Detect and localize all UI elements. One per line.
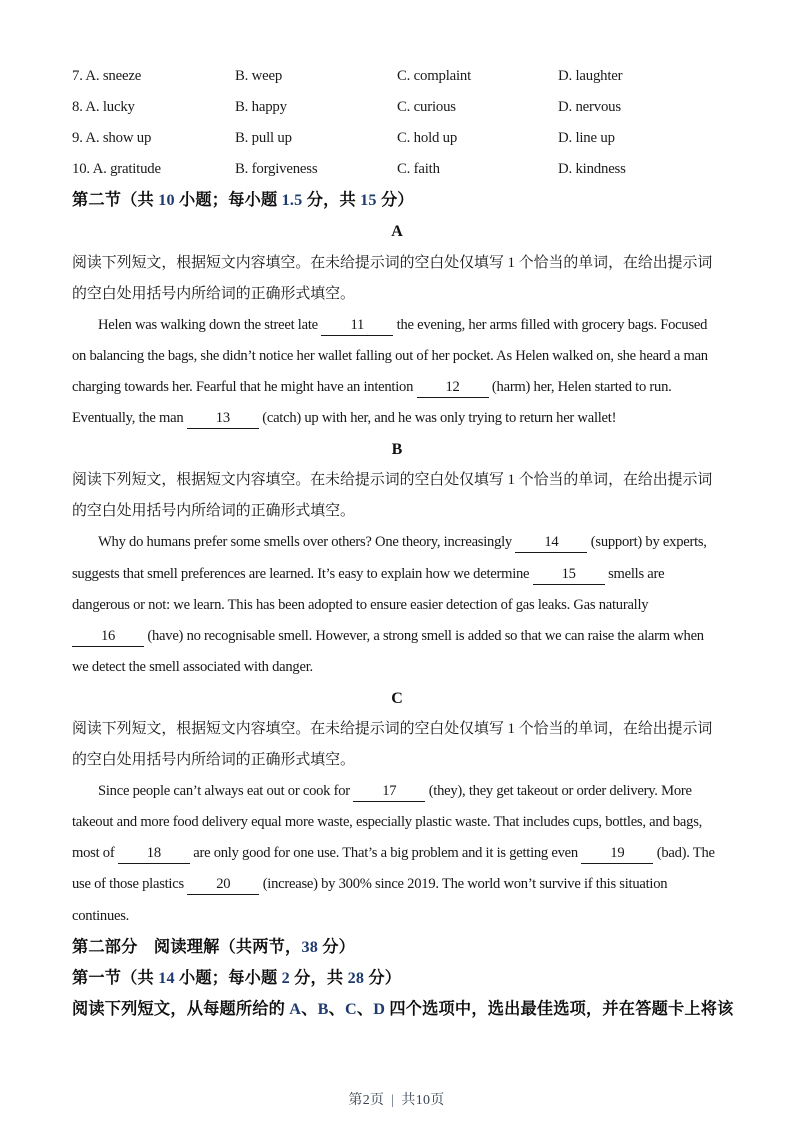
footer-separator: |: [391, 1093, 395, 1108]
fill-blank-12: 12: [417, 378, 489, 398]
options-row-7: [72, 61, 722, 92]
section-2-header: 第二节（共 10 小题；每小题 1.5 分，共 15 分）: [72, 191, 414, 210]
footer-total-pages: 共10页: [401, 1093, 445, 1108]
passage-label-c: C: [391, 689, 403, 707]
page-footer: [0, 1089, 793, 1109]
option-cell: D. laughter: [558, 68, 623, 84]
fill-blank-18: 18: [118, 844, 190, 864]
fill-blank-20: 20: [187, 875, 259, 895]
option-cell: 7. A. sneeze: [72, 68, 142, 84]
passage-text-c: Since people can’t always eat out or cook for 17 (they), they get takeout or order delivery. More takeout and more food delivery equal more waste, especially plastic waste. That includes cups, bottles, and bags, most of 18 are only good for one use. That’s a big problem and it is getting even 19 (bad). The use of those plastics 20 (increase) by 300% since 2019. The world won’t survive if this situation continues.: [72, 783, 715, 924]
options-row-8: [72, 92, 722, 123]
option-cell: B. forgiveness: [235, 161, 318, 178]
fill-blank-17: 17: [353, 782, 425, 802]
option-cell: 10. A. gratitude: [72, 161, 161, 178]
option-cell: B. weep: [235, 68, 283, 84]
passage-label-a: A: [391, 223, 403, 241]
fill-blank-13: 13: [187, 409, 259, 429]
passage-label-b: B: [391, 441, 403, 459]
reading-instruction: 阅读下列短文，从每题所给的 A、B、C、D 四个选项中，选出最佳选项，并在答题卡上将该: [72, 999, 734, 1018]
option-cell: B. happy: [235, 99, 287, 116]
option-cell: C. hold up: [397, 130, 458, 147]
options-row-9: [72, 123, 722, 154]
fill-blank-15: 15: [533, 565, 605, 585]
fill-instruction-c: 阅读下列短文，根据短文内容填空。在未给提示词的空白处仅填写 1 个恰当的单词，在给出提示词的空白处用括号内所给词的正确形式填空。: [72, 720, 713, 769]
option-cell: B. pull up: [235, 130, 292, 147]
fill-blank-16: 16: [72, 627, 144, 647]
option-cell: D. line up: [558, 130, 615, 147]
option-cell: C. faith: [397, 161, 440, 178]
fill-blank-11: 11: [321, 316, 393, 336]
option-cell: 8. A. lucky: [72, 99, 135, 116]
fill-blank-19: 19: [581, 844, 653, 864]
fill-instruction-b: 阅读下列短文，根据短文内容填空。在未给提示词的空白处仅填写 1 个恰当的单词，在给出提示词的空白处用括号内所给词的正确形式填空。: [72, 472, 713, 520]
option-cell: D. nervous: [558, 99, 621, 116]
fill-blank-14: 14: [515, 533, 587, 553]
option-cell: C. complaint: [397, 68, 472, 84]
footer-page-number: 第2页: [348, 1093, 385, 1108]
passage-text-b: Why do humans prefer some smells over others? One theory, increasingly 14 (support) by experts, suggests that smell preferences are learned. It’s easy to explain how we determine 15 smells are dangerous or not: we learn. This has been adopted to ensure easier detection of gas leaks. Gas naturally 16 (have) no recognisable smell. However, a strong smell is added so that we can raise the alarm when we detect the smell associated with danger.: [72, 534, 707, 675]
options-row-10: [72, 154, 722, 185]
page-content: [72, 61, 734, 1025]
part2-section-1-header: 第一节（共 14 小题；每小题 2 分，共 28 分）: [72, 968, 402, 987]
part-2-header: 第二部分 阅读理解（共两节，38 分）: [72, 937, 356, 956]
option-cell: 9. A. show up: [72, 130, 152, 147]
option-cell: D. kindness: [558, 161, 626, 178]
fill-instruction-a: 阅读下列短文，根据短文内容填空。在未给提示词的空白处仅填写 1 个恰当的单词，在给出提示词的空白处用括号内所给词的正确形式填空。: [72, 254, 713, 302]
cloze-options-table: [72, 61, 722, 185]
option-cell: C. curious: [397, 99, 456, 116]
passage-text-a: Helen was walking down the street late 11 the evening, her arms filled with grocery bags. Focused on balancing the bags, she didn’t notice her wallet falling out of her pocket. As Helen walked on, she heard a man charging towards her. Fearful that he might have an intention 12 (harm) her, Helen started to run. Eventually, the man 13 (catch) up with her, and he was only trying to return her wallet!: [72, 310, 722, 434]
